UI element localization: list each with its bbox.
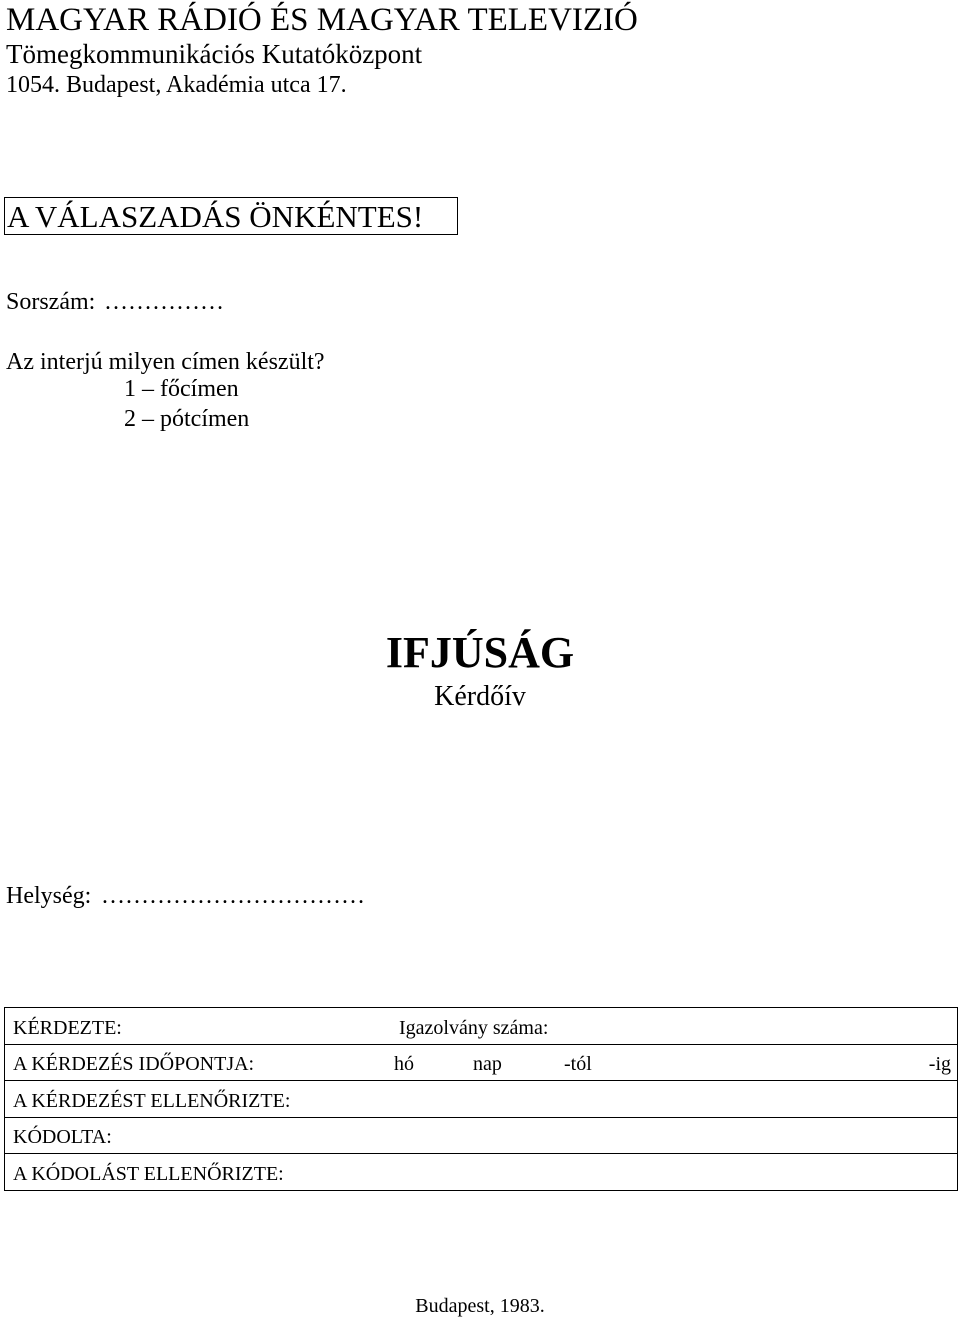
- interviewer-label: KÉRDEZTE:: [13, 1016, 122, 1039]
- serial-number-label: Sorszám:: [6, 289, 96, 315]
- month-label: hó: [394, 1053, 414, 1076]
- title-question: Az interjú milyen címen készült?: [6, 349, 325, 375]
- coding-checked-cell[interactable]: [5, 1154, 958, 1191]
- voluntary-notice: A VÁLASZADÁS ÖNKÉNTES!: [7, 199, 424, 234]
- document-title: IFJÚSÁG: [385, 628, 575, 677]
- interview-date-label: A KÉRDEZÉS IDŐPONTJA:: [13, 1053, 255, 1076]
- from-label: -tól: [564, 1053, 592, 1076]
- document-subtitle: Kérdőív: [434, 681, 526, 712]
- place-label: Helység:: [6, 883, 92, 909]
- option-main-title[interactable]: 1 – főcímen: [124, 376, 239, 402]
- coding-checked-label: A KÓDOLÁST ELLENŐRIZTE:: [13, 1162, 284, 1185]
- organization-name: MAGYAR RÁDIÓ ÉS MAGYAR TELEVIZIÓ: [6, 2, 638, 38]
- footer-place-date: Budapest, 1983.: [415, 1295, 545, 1317]
- organization-subtitle: Tömegkommunikációs Kutatóközpont: [6, 39, 423, 69]
- interviewer-cell[interactable]: [5, 1008, 958, 1045]
- place-field[interactable]: ……………………………: [101, 883, 365, 909]
- table-row: [5, 1008, 958, 1045]
- administration-table: [4, 1007, 958, 1191]
- option-substitute-title[interactable]: 2 – pótcímen: [124, 406, 250, 432]
- table-row: [5, 1117, 958, 1154]
- table-row: [5, 1154, 958, 1191]
- interview-checked-cell[interactable]: [5, 1081, 958, 1118]
- interview-checked-label: A KÉRDEZÉST ELLENŐRIZTE:: [13, 1089, 291, 1112]
- day-label: nap: [473, 1053, 502, 1076]
- interview-date-cell[interactable]: [5, 1044, 958, 1081]
- organization-address: 1054. Budapest, Akadémia utca 17.: [6, 72, 347, 98]
- id-number-label: Igazolvány száma:: [399, 1016, 549, 1039]
- table-row: [5, 1044, 958, 1081]
- to-label: -ig: [928, 1053, 951, 1076]
- table-row: [5, 1081, 958, 1118]
- serial-number-field[interactable]: ……………: [104, 289, 224, 315]
- coded-by-cell[interactable]: [5, 1117, 958, 1154]
- coded-by-label: KÓDOLTA:: [13, 1126, 112, 1149]
